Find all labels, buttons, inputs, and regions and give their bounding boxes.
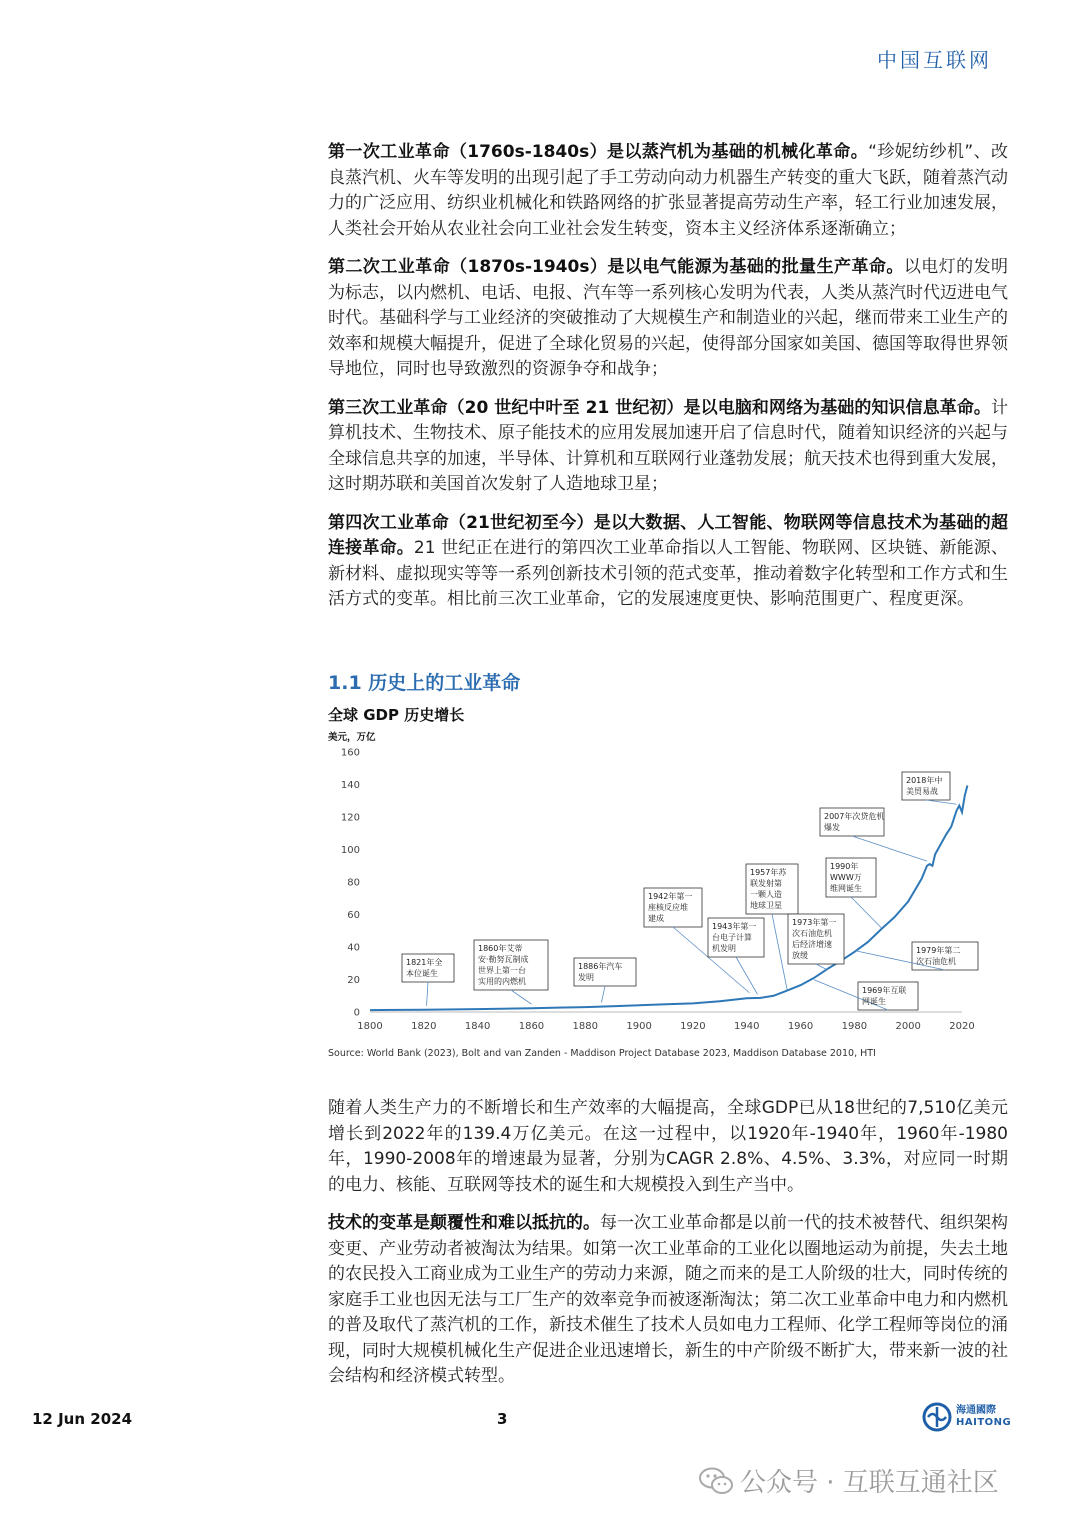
annotation-label: 次石油危机1979年第二次石油危机	[916, 957, 956, 966]
x-tick-label: 1980	[841, 1021, 868, 1032]
section-heading: 1.1 历史上的工业革命	[328, 672, 521, 694]
annotation-label: 座核反应堆	[648, 903, 688, 912]
annotation-label: 一颗人造	[750, 890, 782, 899]
annotation-label: 爆发2007年次贷危机爆发	[824, 823, 840, 832]
y-tick-label: 140	[340, 780, 360, 791]
page-number: 3	[497, 1410, 508, 1428]
annotation-label: 1973年第一	[792, 918, 837, 927]
annotation-label: 1979年第二	[916, 946, 961, 955]
annotation-label: 1821年全	[406, 958, 443, 967]
x-tick-label: 1960	[787, 1021, 814, 1032]
annotation-label: 美贸易战2018年中美贸易战	[906, 787, 938, 796]
paragraph-1-body: “珍妮纺纱机”、改良蒸汽机、火车等发明的出现引起了手工劳动向动力机器生产转变的重大飞跃，随着蒸汽动力的广泛应用、纺织业机械化和铁路网络的扩张显著提高劳动生产率，轻工行业加速发展，人类社会开始从农业社会向工业社会发生转变，资本主义经济体系逐渐确立；	[328, 142, 1009, 239]
x-tick-label: 2020	[949, 1021, 975, 1032]
annotation-label: 建成1942年第一座核反应堆建成	[648, 914, 664, 923]
paragraph-1-lead: 第一次工业革命（1760s-1840s）是以蒸汽机为基础的机械化革命。	[328, 142, 869, 162]
paragraph-6-body: 每一次工业革命都是以前一代的技术被替代、组织架构变更、产业劳动者被淘汰为结果。如第一次工业革命的工业化以圈地运动为前提，失去土地的农民投入工商业成为工业生产的劳动力来源，随之而来的是工人阶级的壮大，同时传统的家庭手工业也因无法与工厂生产的效率竞争而被逐渐淘汰；第二次工业革命中电力和内燃机的普及取代了蒸汽机的工作，新技术催生了技术人员如电力工程师、化学工程师等岗位的涌现，同时大规模机械化生产促进企业迅速增长，新生的中产阶级不断扩大，带来新一波的社会结构和经济模式转型。	[328, 1213, 1008, 1386]
annotation-arrow	[816, 964, 827, 970]
wechat-icon	[698, 1466, 734, 1496]
y-tick-label: 80	[347, 877, 360, 889]
x-tick-label: 1880	[572, 1021, 598, 1032]
wechat-watermark	[698, 1462, 999, 1499]
annotation-label: 后经济增速	[792, 940, 832, 949]
paragraph-3	[328, 396, 1008, 498]
x-tick-label: 1900	[626, 1021, 652, 1032]
annotation-label: 机发明1943年第一台电子计算机发明	[712, 944, 736, 953]
x-tick-label: 1940	[734, 1021, 760, 1032]
chart-source: Source: World Bank (2023), Bolt and van Zanden - Maddison Project Database 2023, Maddison Database 2010, HTI	[328, 1048, 876, 1059]
haitong-logo-icon	[922, 1402, 952, 1432]
paragraph-6	[328, 1211, 1008, 1390]
annotation-arrow	[511, 990, 531, 1004]
annotation-label: 1990年	[830, 862, 859, 871]
report-section-title: 中国互联网	[877, 48, 992, 72]
annotation-label: 2007年次贷危机	[824, 812, 885, 821]
paragraph-2-lead: 第二次工业革命（1870s-1940s）是以电气能源为基础的批量生产革命。	[328, 257, 904, 277]
y-axis-label: 美元，万亿	[328, 732, 376, 743]
annotation-label: 放缓1973年第一次石油危机后经济增速放缓	[792, 951, 808, 960]
annotation-label: 1860年艾蒂	[478, 944, 523, 953]
annotation-label: 联发射第	[750, 879, 782, 888]
annotation-label: 发明1886年汽车发明	[578, 973, 594, 982]
annotation-arrow	[427, 982, 428, 1006]
annotation-label: 1969年互联	[862, 986, 907, 995]
annotation-arrow	[601, 986, 605, 1003]
x-tick-label: 1860	[518, 1021, 545, 1032]
x-tick-label: 1820	[411, 1021, 437, 1032]
annotation-label: 台电子计算	[712, 933, 752, 942]
y-tick-label: 60	[347, 910, 360, 921]
y-tick-label: 0	[353, 1007, 360, 1019]
paragraph-4	[328, 511, 1008, 613]
annotation-label: 1957年苏	[750, 868, 787, 877]
x-tick-label: 1800	[357, 1021, 383, 1032]
paragraph-1	[328, 140, 1008, 242]
annotation-label: 本位诞生1821年全本位诞生	[406, 969, 438, 978]
paragraph-4-lead: 第四次工业革命（21世纪初至今）是以大数据、人工智能、物联网等信息技术为基础的超连接革命。	[328, 512, 1008, 558]
paragraph-6-lead: 技术的变革是颠覆性和难以抵抗的。	[328, 1213, 600, 1233]
logo-cn: 海通國際	[956, 1405, 996, 1416]
gdp-chart	[322, 726, 992, 1042]
x-tick-label: 1840	[464, 1021, 491, 1032]
annotation-label: 维网诞生1990年WWW万维网诞生	[830, 884, 862, 893]
annotation-arrow	[851, 897, 881, 928]
y-tick-label: 100	[340, 845, 360, 856]
x-tick-label: 2000	[895, 1021, 921, 1032]
annotation-label: 地球卫星1957年苏联发射第一颗人造地球卫星	[750, 901, 782, 910]
body-paragraphs	[328, 1096, 1008, 1403]
annotation-label: 网诞生1969年互联网诞生	[862, 997, 886, 1006]
y-tick-label: 20	[347, 975, 360, 986]
chart-title: 全球 GDP 历史增长	[328, 706, 465, 724]
gdp-chart-svg	[322, 726, 992, 1042]
footer-date: 12 Jun 2024	[32, 1410, 133, 1428]
y-tick-label: 160	[340, 747, 360, 759]
annotation-arrow	[852, 836, 927, 861]
y-tick-label: 120	[340, 812, 360, 824]
paragraph-5	[328, 1096, 1008, 1198]
y-tick-label: 40	[347, 942, 360, 954]
x-tick-label: 1920	[680, 1021, 706, 1032]
annotation-label: WWW万	[830, 873, 862, 882]
annotation-arrow	[772, 914, 787, 990]
annotation-label: 1943年第一	[712, 922, 757, 931]
annotation-label: 2018年中	[906, 776, 943, 785]
paragraph-3-body: 计算机技术、生物技术、原子能技术的应用发展加速开启了信息时代，随着知识经济的兴起与全球信息共享的加速，半导体、计算机和互联网行业蓬勃发展；航天技术也得到重大发展，这时期苏联和美国首次发射了人造地球卫星；	[328, 397, 1008, 494]
annotation-arrow	[736, 957, 757, 994]
paragraph-5-body: 随着人类生产力的不断增长和生产效率的大幅提高，全球GDP已从18世纪的7,510亿美元增长到2022年的139.4万亿美元。在这一过程中，以1920年-1940年，1960年-1980年，1990-2008年的增速最为显著，分别为CAGR 2.8%、4.5%、3.3%，对应同一时期的电力、核能、互联网等技术的诞生和大规模投入到生产当中。	[328, 1098, 1008, 1195]
logo-en: HAITONG	[956, 1417, 1012, 1428]
annotation-label: 1942年第一	[648, 892, 693, 901]
haitong-logo	[922, 1402, 1011, 1432]
annotation-label: 1886年汽车	[578, 962, 623, 971]
paragraph-3-lead: 第三次工业革命（20 世纪中叶至 21 世纪初）是以电脑和网络为基础的知识信息革命。	[328, 397, 991, 418]
intro-paragraphs	[328, 140, 1008, 626]
annotation-label: 次石油危机	[792, 929, 832, 938]
annotation-label: 安·勒努瓦制成	[478, 955, 529, 964]
annotation-label: 实用的内燃机1860年艾蒂安·勒努瓦制成世界上第一台实用的内燃机	[478, 977, 526, 986]
paragraph-2	[328, 255, 1008, 383]
paragraph-2-body: 以电灯的发明为标志，以内燃机、电话、电报、汽车等一系列核心发明为代表，人类从蒸汽时代迈进电气时代。基础科学与工业经济的突破推动了大规模生产和制造业的兴起，继而带来工业生产的效率和规模大幅提升，促进了全球化贸易的兴起，使得部分国家如美国、德国等取得世界领导地位，同时也导致激烈的资源争夺和战争；	[328, 257, 1009, 379]
annotation-arrow	[926, 800, 957, 804]
paragraph-4-body: 21 世纪正在进行的第四次工业革命指以人工智能、物联网、区块链、新能源、新材料、虚拟现实等等一系列创新技术引领的范式变革，推动着数字化转型和工作方式和生活方式的变革。相比前三次工业革命，它的发展速度更快、影响范围更广、程度更深。	[328, 538, 1008, 609]
annotation-label: 世界上第一台	[478, 966, 526, 975]
watermark-text: 公众号 · 互联互通社区	[740, 1468, 999, 1498]
